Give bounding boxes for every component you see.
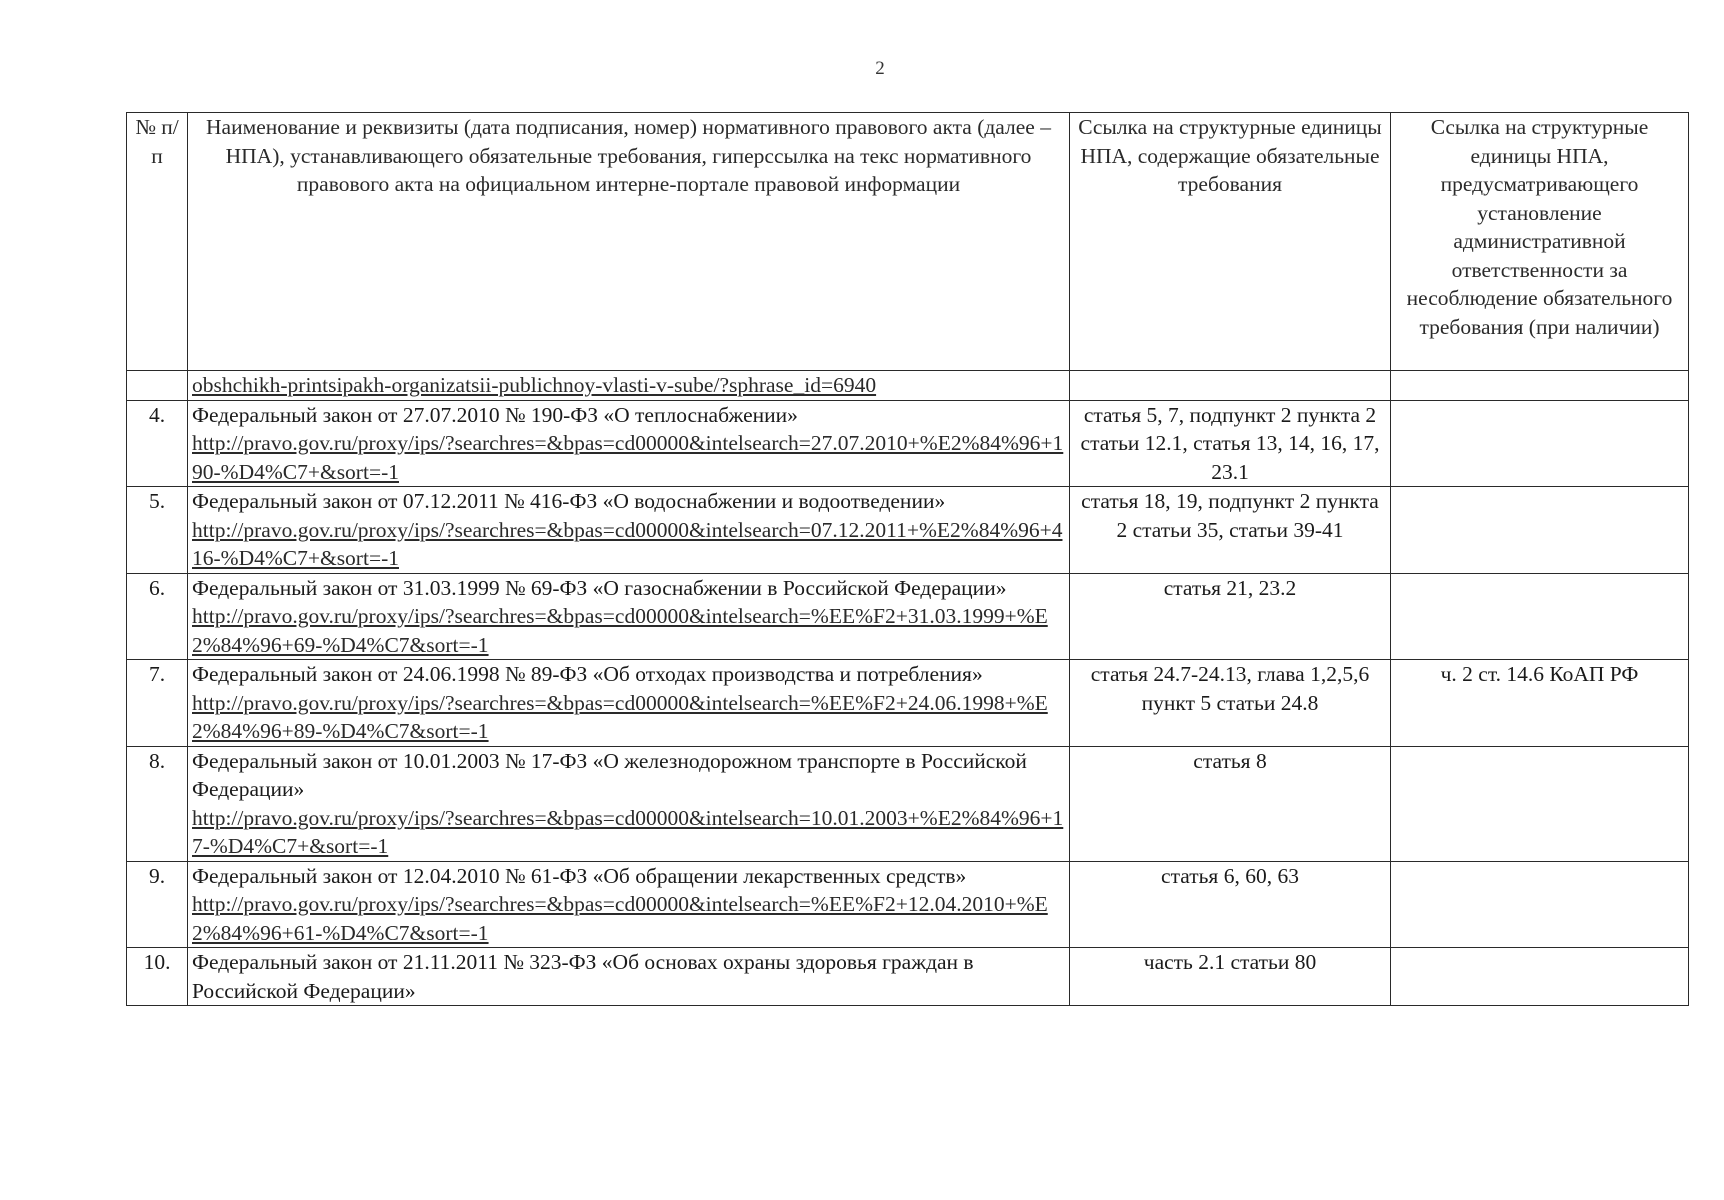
- act-link[interactable]: http://pravo.gov.ru/proxy/ips/?searchres=&bpas=cd00000&intelsearch=07.12.2011+%E2%84%96+416-%D4%C7+&sort=-1: [192, 517, 1063, 570]
- cell-admin: [1391, 487, 1689, 574]
- cell-admin: [1391, 861, 1689, 948]
- act-title: Федеральный закон от 27.07.2010 № 190-ФЗ «О теплоснабжении»: [192, 402, 798, 427]
- table-row: [127, 487, 1689, 574]
- act-link[interactable]: http://pravo.gov.ru/proxy/ips/?searchres=&bpas=cd00000&intelsearch=27.07.2010+%E2%84%96+190-%D4%C7+&sort=-1: [192, 431, 1064, 484]
- table-row: [127, 400, 1689, 487]
- cell-number: 5.: [127, 487, 188, 574]
- act-title: Федеральный закон от 31.03.1999 № 69-ФЗ «О газоснабжении в Российской Федерации»: [192, 575, 1007, 600]
- cell-structural: статья 18, 19, подпункт 2 пункта 2 статьи 35, статьи 39-41: [1070, 487, 1391, 574]
- table-row: [127, 948, 1689, 1006]
- cell-admin: [1391, 400, 1689, 487]
- act-title: Федеральный закон от 21.11.2011 № 323-ФЗ «Об основах охраны здоровья граждан в Российской Федерации»: [192, 950, 974, 1003]
- cell-act-name: [188, 400, 1070, 487]
- cell-structural: статья 8: [1070, 746, 1391, 861]
- cell-structural: часть 2.1 статьи 80: [1070, 948, 1391, 1006]
- cell-number: 4.: [127, 400, 188, 487]
- cell-structural: статья 24.7-24.13, глава 1,2,5,6 пункт 5 статьи 24.8: [1070, 660, 1391, 747]
- cell-number: 6.: [127, 573, 188, 660]
- table-row: [127, 746, 1689, 861]
- cell-number: 9.: [127, 861, 188, 948]
- cell-admin: [1391, 948, 1689, 1006]
- cell-number: 8.: [127, 746, 188, 861]
- table-row: [127, 573, 1689, 660]
- table-row: [127, 660, 1689, 747]
- cell-number: 10.: [127, 948, 188, 1006]
- cell-number: 7.: [127, 660, 188, 747]
- page-number: 2: [875, 58, 885, 79]
- act-title: Федеральный закон от 24.06.1998 № 89-ФЗ «Об отходах производства и потребления»: [192, 662, 983, 686]
- header-admin-liability: Ссылка на структурные единицы НПА, предусматривающего установление административной ответственности за несоблюдение обязательного требования (при наличии): [1391, 113, 1689, 371]
- cell-act-name: [188, 487, 1070, 574]
- cell-act-name: [188, 861, 1070, 948]
- table-row-continuation: [127, 371, 1689, 401]
- cell-act-name: [188, 746, 1070, 861]
- act-link[interactable]: http://pravo.gov.ru/proxy/ips/?searchres=&bpas=cd00000&intelsearch=%EE%F2+12.04.2010+%E2%84%96+61-%D4%C7&sort=-1: [192, 892, 1048, 945]
- act-title: Федеральный закон от 07.12.2011 № 416-ФЗ «О водоснабжении и водоотведении»: [192, 489, 946, 513]
- npa-table: [126, 112, 1689, 1006]
- act-link[interactable]: http://pravo.gov.ru/proxy/ips/?searchres=&bpas=cd00000&intelsearch=10.01.2003+%E2%84%96+17-%D4%C7+&sort=-1: [192, 805, 1064, 858]
- cell-structural: [1070, 371, 1391, 401]
- cell-structural: статья 5, 7, подпункт 2 пункта 2 статьи 12.1, статья 13, 14, 16, 17, 23.1: [1070, 400, 1391, 487]
- act-title: Федеральный закон от 10.01.2003 № 17-ФЗ «О железнодорожном транспорте в Российской Федерации»: [192, 748, 1027, 801]
- continuation-link[interactable]: obshchikh-printsipakh-organizatsii-publichnoy-vlasti-v-sube/?sphrase_id=6940: [192, 373, 877, 397]
- table-header-row: [127, 113, 1689, 371]
- cell-admin: [1391, 371, 1689, 401]
- table-row: [127, 861, 1689, 948]
- cell-structural: статья 21, 23.2: [1070, 573, 1391, 660]
- header-number: № п/п: [127, 113, 188, 371]
- cell-act-name: [188, 948, 1070, 1006]
- cell-admin: ч. 2 ст. 14.6 КоАП РФ: [1391, 660, 1689, 747]
- act-link[interactable]: http://pravo.gov.ru/proxy/ips/?searchres=&bpas=cd00000&intelsearch=%EE%F2+24.06.1998+%E2%84%96+89-%D4%C7&sort=-1: [192, 690, 1048, 743]
- cell-act-name: [188, 660, 1070, 747]
- cell-act-name: [188, 573, 1070, 660]
- cell-act-name: [188, 371, 1070, 401]
- cell-number: [127, 371, 188, 401]
- header-structural-units: Ссылка на структурные единицы НПА, содержащие обязательные требования: [1070, 113, 1391, 371]
- cell-admin: [1391, 746, 1689, 861]
- act-title: Федеральный закон от 12.04.2010 № 61-ФЗ «Об обращении лекарственных средств»: [192, 863, 967, 888]
- header-act-name: Наименование и реквизиты (дата подписания, номер) нормативного правового акта (далее – НПА), устанавливающего обязательные требования, гиперссылка на текс нормативного правового акта на официальном интерне-портале правовой информации: [188, 113, 1070, 371]
- cell-structural: статья 6, 60, 63: [1070, 861, 1391, 948]
- act-link[interactable]: http://pravo.gov.ru/proxy/ips/?searchres=&bpas=cd00000&intelsearch=%EE%F2+31.03.1999+%E2%84%96+69-%D4%C7&sort=-1: [192, 604, 1048, 657]
- cell-admin: [1391, 573, 1689, 660]
